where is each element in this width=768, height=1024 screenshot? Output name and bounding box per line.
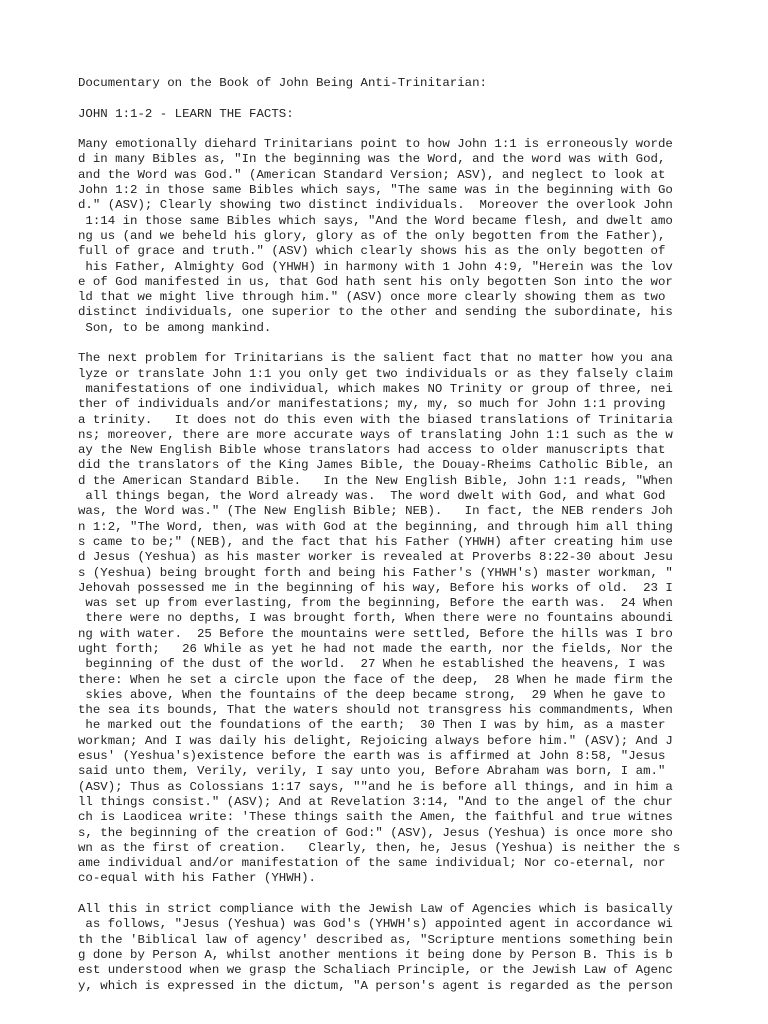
text-line: Son, to be among mankind. <box>78 320 272 335</box>
text-line <box>78 336 758 351</box>
text-line: his Father, Almighty God (YHWH) in harmony with 1 John 4:9, "Herein was the lov <box>78 259 673 274</box>
text-line: Documentary on the Book of John Being Anti-Trinitarian: <box>78 76 487 90</box>
text-line: ught forth; 26 While as yet he had not made the earth, nor the fields, Nor the <box>78 641 673 656</box>
text-line: did the translators of the King James Bible, the Douay-Rheims Catholic Bible, an <box>78 458 673 473</box>
text-line: ther of individuals and/or manifestations; my, my, so much for John 1:1 proving <box>78 397 666 412</box>
text-line: beginning of the dust of the world. 27 When he established the heavens, I was <box>78 657 666 672</box>
text-line: s (Yeshua) being brought forth and being his Father's (YHWH's) master workman, " <box>78 565 673 580</box>
text-line: th the 'Biblical law of agency' described as, "Scripture mentions something bein <box>78 932 673 947</box>
text-line: ay the New English Bible whose translators had access to older manuscripts that <box>78 443 666 458</box>
text-line: workman; And I was daily his delight, Rejoicing always before him." (ASV); And J <box>78 733 673 748</box>
text-line: est understood when we grasp the Schaliach Principle, or the Jewish Law of Agenc <box>78 963 673 978</box>
text-line: n 1:2, "The Word, then, was with God at the beginning, and through him all thing <box>78 519 673 534</box>
text-line: ll things consist." (ASV); And at Revelation 3:14, "And to the angel of the chur <box>78 794 673 809</box>
text-line: skies above, When the fountains of the deep became strong, 29 When he gave to <box>78 687 666 702</box>
text-line <box>78 122 758 137</box>
text-line: and the Word was God." (American Standard Version; ASV), and neglect to look at <box>78 167 666 182</box>
text-line: full of grace and truth." (ASV) which clearly shows his as the only begotten of <box>78 244 666 259</box>
text-line <box>78 91 758 106</box>
text-line: s came to be;" (NEB), and the fact that his Father (YHWH) after creating him use <box>78 534 673 549</box>
text-line: d Jesus (Yeshua) as his master worker is revealed at Proverbs 8:22-30 about Jesu <box>78 550 673 565</box>
text-line: g done by Person A, whilst another mentions it being done by Person B. This is b <box>78 947 673 962</box>
text-line: (ASV); Thus as Colossians 1:17 says, ""and he is before all things, and in him a <box>78 779 673 794</box>
text-line: Many emotionally diehard Trinitarians point to how John 1:1 is erroneously worde <box>78 137 673 152</box>
text-line: he marked out the foundations of the earth; 30 Then I was by him, as a master <box>78 718 666 733</box>
text-line: ng with water. 25 Before the mountains were settled, Before the hills was I bro <box>78 626 673 641</box>
text-line: was, the Word was." (The New English Bible; NEB). In fact, the NEB renders Joh <box>78 504 673 519</box>
text-line: manifestations of one individual, which makes NO Trinity or group of three, nei <box>78 381 673 396</box>
text-line: The next problem for Trinitarians is the salient fact that no matter how you ana <box>78 351 673 366</box>
text-line: the sea its bounds, That the waters should not transgress his commandments, When <box>78 703 673 718</box>
text-line: esus' (Yeshua's)existence before the earth was is affirmed at John 8:58, "Jesus <box>78 749 666 764</box>
text-line: ch is Laodicea write: 'These things saith the Amen, the faithful and true witnes <box>78 810 673 825</box>
text-line: 1:14 in those same Bibles which says, "And the Word became flesh, and dwelt amo <box>78 213 673 228</box>
text-line: there: When he set a circle upon the face of the deep, 28 When he made firm the <box>78 672 673 687</box>
text-line: d the American Standard Bible. In the New English Bible, John 1:1 reads, "When <box>78 473 673 488</box>
text-line: e of God manifested in us, that God hath sent his only begotten Son into the wor <box>78 274 673 289</box>
text-line: d." (ASV); Clearly showing two distinct individuals. Moreover the overlook John <box>78 198 673 213</box>
text-line: was set up from everlasting, from the beginning, Before the earth was. 24 When <box>78 596 673 611</box>
text-line: All this in strict compliance with the Jewish Law of Agencies which is basically <box>78 902 673 917</box>
text-line: s, the beginning of the creation of God:" (ASV), Jesus (Yeshua) is once more sho <box>78 825 673 840</box>
text-line: ld that we might live through him." (ASV) once more clearly showing them as two <box>78 290 666 305</box>
text-line: all things began, the Word already was. The word dwelt with God, and what God <box>78 489 666 504</box>
text-line: lyze or translate John 1:1 you only get two individuals or as they falsely claim <box>78 366 673 381</box>
text-line: there were no depths, I was brought forth, When there were no fountains aboundi <box>78 611 673 626</box>
text-line: wn as the first of creation. Clearly, then, he, Jesus (Yeshua) is neither the s <box>78 840 681 855</box>
text-line: ng us (and we beheld his glory, glory as of the only begotten from the Father), <box>78 228 666 243</box>
text-line: d in many Bibles as, "In the beginning was the Word, and the word was with God, <box>78 152 666 167</box>
text-line: y, which is expressed in the dictum, "A person's agent is regarded as the person <box>78 978 673 993</box>
text-line: a trinity. It does not do this even with the biased translations of Trinitaria <box>78 412 673 427</box>
text-line: John 1:2 in those same Bibles which says, "The same was in the beginning with Go <box>78 183 673 198</box>
text-line: Jehovah possessed me in the beginning of his way, Before his works of old. 23 I <box>78 580 673 595</box>
text-line: as follows, "Jesus (Yeshua) was God's (YHWH's) appointed agent in accordance wi <box>78 917 673 932</box>
text-line: said unto them, Verily, verily, I say unto you, Before Abraham was born, I am." <box>78 764 666 779</box>
text-line: ns; moreover, there are more accurate ways of translating John 1:1 such as the w <box>78 427 673 442</box>
text-line: distinct individuals, one superior to the other and sending the subordinate, his <box>78 305 673 320</box>
document-page <box>78 76 758 994</box>
text-line: co-equal with his Father (YHWH). <box>78 871 316 886</box>
text-line: ame individual and/or manifestation of the same individual; Nor co-eternal, nor <box>78 856 666 871</box>
text-line: JOHN 1:1-2 - LEARN THE FACTS: <box>78 106 294 121</box>
text-line <box>78 887 758 902</box>
